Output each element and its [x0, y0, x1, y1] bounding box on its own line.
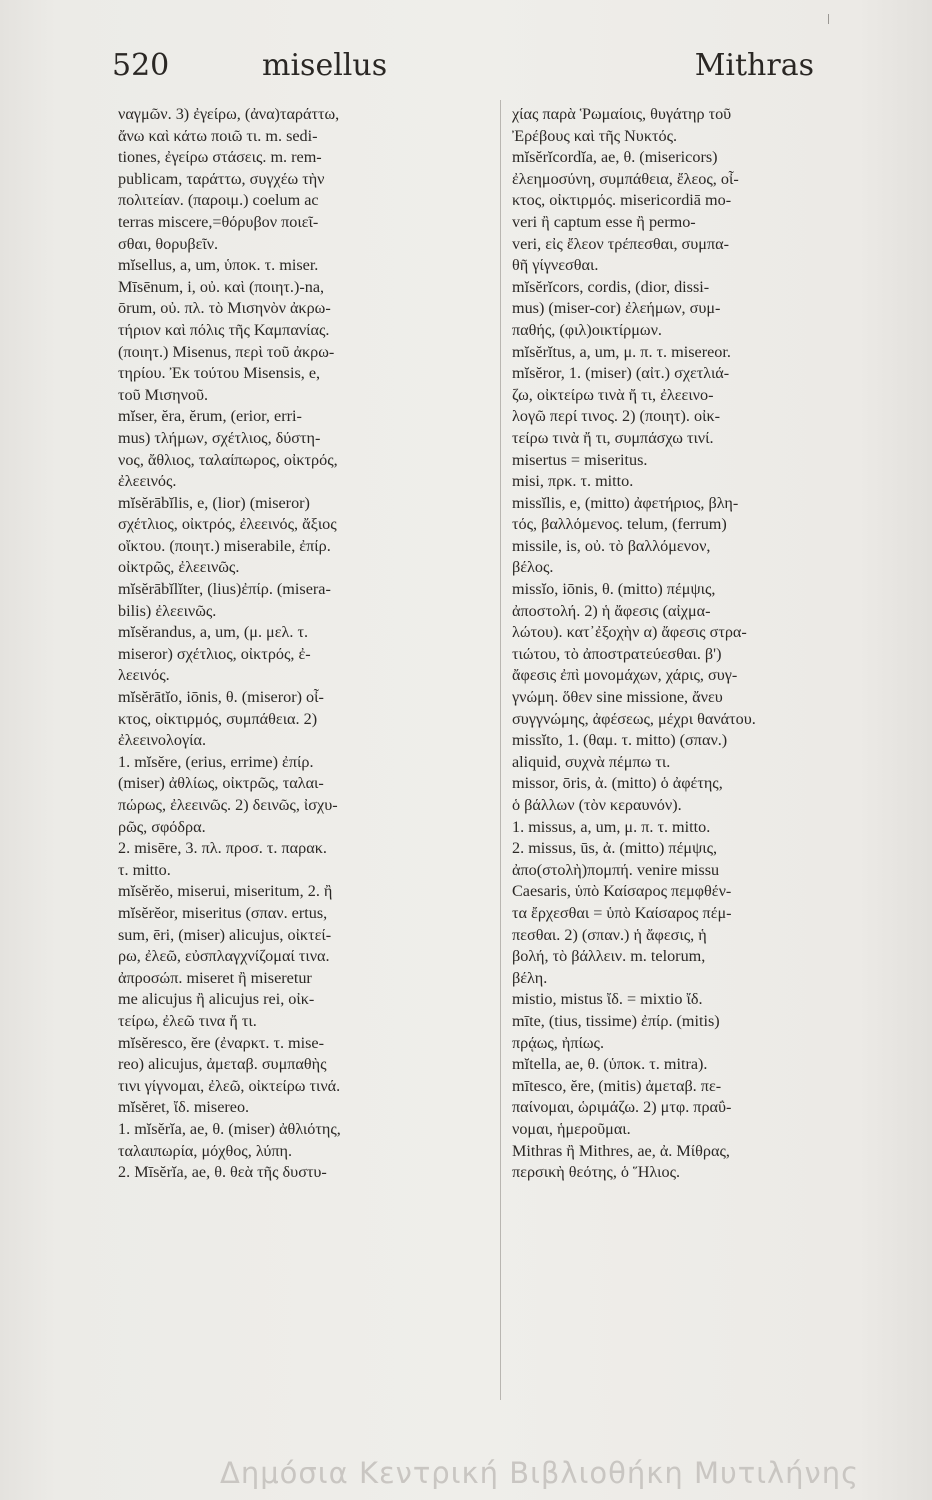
- text-line: mĭtella, ae, θ. (ὑποκ. τ. mitra).: [512, 1055, 708, 1074]
- text-line: bilis) ἐλεεινῶς.: [118, 601, 217, 620]
- text-line: τινι γίγνομαι, ἐλεῶ, οἰκτείρω τινά.: [118, 1076, 341, 1095]
- text-line: πρᾴως, ἠπίως.: [512, 1033, 604, 1052]
- text-line: miseror) σχέτλιος, οἰκτρός, ἐ-: [118, 644, 311, 663]
- text-line: οἰκτρῶς, ἐλεεινῶς.: [118, 558, 240, 577]
- left-column: [118, 104, 473, 1184]
- text-line: veri, εἰς ἔλεον τρέπεσθαι, συμπα-: [512, 234, 729, 253]
- text-line: missĭo, iōnis, θ. (mitto) πέμψις,: [512, 580, 716, 599]
- text-line: 1. mĭsĕrĭa, ae, θ. (miser) ἀθλιότης,: [118, 1119, 341, 1138]
- text-line: misertus = miseritus.: [512, 450, 648, 469]
- text-line: ρῶς, σφόδρα.: [118, 817, 206, 836]
- margin-mark: [828, 14, 829, 24]
- text-line: τοῦ Μισηνοῦ.: [118, 385, 209, 404]
- text-line: 1. mĭsĕre, (erius, errime) ἐπίρ.: [118, 752, 314, 771]
- text-line: ναγμῶν. 3) ἐγείρω, (ἀνα)ταράττω,: [118, 105, 340, 123]
- page-number: 520: [112, 48, 170, 83]
- text-line: ἄφεσις ἐπὶ μονομάχων, χάρις, συγ-: [512, 666, 738, 685]
- text-line: mĭsĕrandus, a, um, (μ. μελ. τ.: [118, 623, 309, 642]
- text-line: me alicujus ἢ alicujus rei, οἰκ-: [118, 990, 315, 1009]
- text-line: tiones, ἐγείρω στάσεις. m. rem-: [118, 148, 322, 167]
- text-line: τα ἔρχεσθαι = ὑπὸ Καίσαρος πέμ-: [512, 903, 732, 922]
- text-line: ὁ βάλλων (τὸν κεραυνόν).: [512, 796, 682, 814]
- text-line: ἀποστολή. 2) ἡ ἄφεσις (αἰχμα-: [512, 601, 711, 620]
- text-line: mĭsĕrĕor, miseritus (σπαν. ertus,: [118, 903, 328, 922]
- text-line: reo) alicujus, ἀμεταβ. συμπαθὴς: [118, 1055, 327, 1074]
- text-line: sum, ēri, (miser) alicujus, οἰκτεί-: [118, 925, 332, 944]
- running-head-right: Mithras: [694, 48, 814, 83]
- text-line: σχέτλιος, οἰκτρός, ἐλεεινός, ἄξιος: [118, 515, 337, 534]
- text-line: Caesaris, ὑπὸ Καίσαρος πεμφθέν-: [512, 882, 732, 901]
- text-line: ἐλεεινός.: [118, 472, 177, 491]
- text-line: Mithras ἢ Mithres, ae, ἀ. Μίθρας,: [512, 1141, 730, 1160]
- text-line: τείρω τινὰ ἤ τι, συμπάσχω τινί.: [512, 428, 714, 447]
- text-line: χίας παρὰ Ῥωμαίοις, θυγάτηρ τοῦ: [512, 105, 732, 123]
- text-line: mĭser, ĕra, ĕrum, (erior, erri-: [118, 407, 302, 426]
- text-line: misi, πρκ. τ. mitto.: [512, 472, 634, 491]
- text-line: λεεινός.: [118, 666, 170, 685]
- text-line: ταλαιπωρία, μόχθος, λύπη.: [118, 1141, 293, 1160]
- text-line: mus) τλήμων, σχέτλιος, δύστη-: [118, 428, 321, 447]
- text-line: οἴκτου. (ποιητ.) miserabile, ἐπίρ.: [118, 536, 331, 555]
- text-line: mītesco, ĕre, (mitis) ἀμεταβ. πε-: [512, 1076, 722, 1095]
- text-line: λογῶ περί τινος. 2) (ποιητ). οἰκ-: [512, 407, 721, 426]
- text-line: mĭsĕrātĭo, iōnis, θ. (miseror) οἶ-: [118, 688, 324, 707]
- text-line: 2. missus, ūs, ἀ. (mitto) πέμψις,: [512, 839, 718, 858]
- text-line: Mīsēnum, i, οὐ. καὶ (ποιητ.)-na,: [118, 277, 325, 296]
- text-line: πεσθαι. 2) (σπαν.) ἡ ἄφεσις, ἡ: [512, 925, 707, 944]
- text-line: mistio, mistus ἴδ. = mixtio ἴδ.: [512, 990, 703, 1009]
- text-line: τείρω, ἐλεῶ τινα ἤ τι.: [118, 1011, 257, 1030]
- text-line: missile, is, οὐ. τὸ βαλλόμενον,: [512, 536, 711, 555]
- text-line: τηρίου. Ἐκ τούτου Misensis, e,: [118, 364, 321, 383]
- text-line: πώρως, ἐλεεινῶς. 2) δεινῶς, ἰσχυ-: [118, 796, 338, 814]
- text-line: ἐλεημοσύνη, συμπάθεια, ἔλεος, οἶ-: [512, 169, 739, 188]
- right-column: [512, 104, 867, 1184]
- text-line: veri ἢ captum esse ἢ permo-: [512, 212, 696, 231]
- text-line: βέλη.: [512, 968, 548, 987]
- text-line: publicam, ταράττω, συγχέω τὴν: [118, 169, 325, 188]
- text-line: mĭsellus, a, um, ὑποκ. τ. miser.: [118, 256, 319, 275]
- text-line: θῆ γίγνεσθαι.: [512, 256, 599, 275]
- text-line: ρω, ἐλεῶ, εὐσπλαγχνίζομαί τινα.: [118, 947, 330, 966]
- text-line: τήριον καὶ πόλις τῆς Καμπανίας.: [118, 320, 330, 339]
- text-line: σθαι, θορυβεῖν.: [118, 234, 219, 253]
- page-header: [112, 42, 832, 92]
- text-line: λώτου). κατ᾽ἐξοχὴν α) ἄφεσις στρα-: [512, 623, 747, 642]
- text-line: missĭto, 1. (θαμ. τ. mitto) (σπαν.): [512, 731, 728, 750]
- text-line: βέλος.: [512, 558, 554, 577]
- text-line: ἐλεεινολογία.: [118, 731, 206, 750]
- text-line: mĭsĕrĭcordĭa, ae, θ. (misericors): [512, 148, 718, 167]
- text-line: γνώμη. ὅθεν sine missione, ἄνευ: [512, 688, 723, 707]
- text-line: ōrum, οὐ. πλ. τὸ Μισηνὸν ἀκρω-: [118, 299, 331, 318]
- text-line: συγγνώμης, ἀφέσεως, μέχρι θανάτου.: [512, 709, 756, 728]
- text-line: τιώτου, τὸ ἀποστρατεύεσθαι. β'): [512, 644, 722, 663]
- text-line: 1. missus, a, um, μ. π. τ. mitto.: [512, 817, 711, 836]
- text-line: mĭsĕror, 1. (miser) (αἰτ.) σχετλιά-: [512, 364, 730, 383]
- text-line: κτος, οἰκτιρμός, συμπάθεια. 2): [118, 709, 318, 728]
- text-line: κτος, οἰκτιρμός. misericordiā mo-: [512, 191, 732, 210]
- text-line: τός, βαλλόμενος. telum, (ferrum): [512, 515, 727, 534]
- text-line: mĭsĕrābĭlis, e, (lior) (miseror): [118, 493, 310, 512]
- text-line: aliquid, συχνὰ πέμπω τι.: [512, 752, 671, 771]
- text-line: 2. misēre, 3. πλ. προσ. τ. παρακ.: [118, 839, 327, 858]
- text-line: περσικὴ θεότης, ὁ Ἥλιος.: [512, 1163, 681, 1182]
- text-line: παθής, (φιλ)οικτίρμων.: [512, 320, 662, 339]
- text-line: νομαι, ἡμεροῦμαι.: [512, 1119, 631, 1138]
- text-line: (ποιητ.) Misenus, περὶ τοῦ ἀκρω-: [118, 342, 335, 361]
- text-line: mĭsĕrĭcors, cordis, (dior, dissi-: [512, 277, 710, 296]
- text-line: ἀπροσώπ. miseret ἢ miseretur: [118, 968, 312, 987]
- running-head-left: misellus: [262, 48, 388, 83]
- text-line: mĭsĕrĕo, miserui, miseritum, 2. ἢ: [118, 882, 333, 901]
- text-line: ἄνω καὶ κάτω ποιῶ τι. m. sedi-: [118, 126, 318, 145]
- text-line: πολιτείαν. (παροιμ.) coelum ac: [118, 191, 319, 210]
- text-line: 2. Mīsĕrĭa, ae, θ. θεὰ τῆς δυστυ-: [118, 1163, 327, 1182]
- text-line: terras miscere,=θόρυβον ποιεῖ-: [118, 212, 319, 231]
- text-line: missĭlis, e, (mitto) ἀφετήριος, βλη-: [512, 493, 739, 512]
- text-line: mĭsĕresco, ĕre (ἐναρκτ. τ. mise-: [118, 1033, 325, 1052]
- text-line: παίνομαι, ὡριμάζω. 2) μτφ. πραΰ-: [512, 1098, 732, 1117]
- text-line: (miser) ἀθλίως, οἰκτρῶς, ταλαι-: [118, 774, 324, 793]
- text-line: Ἐρέβους καὶ τῆς Νυκτός.: [512, 126, 678, 145]
- text-line: ἀπο(στολὴ)πομπή. venire missu: [512, 860, 720, 879]
- column-divider: [500, 100, 501, 1400]
- text-line: νος, ἄθλιος, ταλαίπωρος, οἰκτρός,: [118, 450, 338, 469]
- text-line: ζω, οἰκτείρω τινὰ ἤ τι, ἐλεεινο-: [512, 385, 714, 404]
- text-line: mus) (miser-cor) ἐλεήμων, συμ-: [512, 299, 721, 318]
- text-line: missor, ōris, ἀ. (mitto) ὁ ἀφέτης,: [512, 774, 723, 793]
- text-line: mĭsĕrābĭlĭter, (lius)ἐπίρ. (misera-: [118, 580, 331, 599]
- text-line: βολή, τὸ βάλλειν. m. telorum,: [512, 947, 706, 966]
- text-line: mĭsĕrĭtus, a, um, μ. π. τ. misereor.: [512, 342, 731, 361]
- text-line: mīte, (tius, tissime) ἐπίρ. (mitis): [512, 1011, 720, 1030]
- text-line: mĭsĕret, ἴδ. misereo.: [118, 1098, 250, 1117]
- library-watermark: Δημόσια Κεντρική Βιβλιοθήκη Μυτιλήνης: [220, 1456, 860, 1490]
- text-line: τ. mitto.: [118, 860, 171, 879]
